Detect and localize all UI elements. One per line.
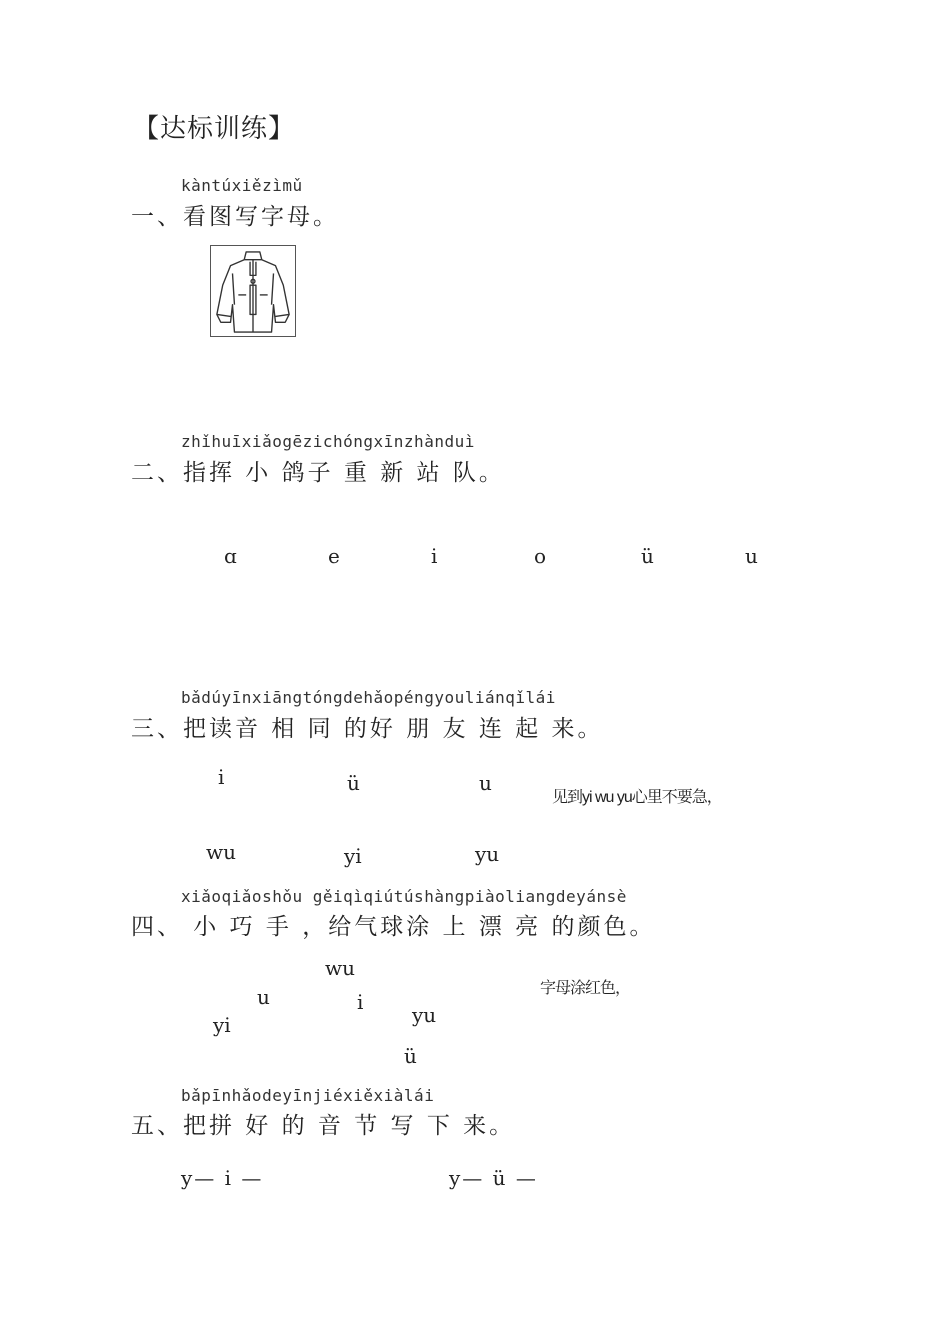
q2-heading: 二、指挥 小 鸽子 重 新 站 队。 bbox=[131, 460, 505, 486]
q5-heading: 五、把拼 好 的 音 节 写 下 来。 bbox=[131, 1113, 516, 1139]
vowel-letter: e bbox=[328, 544, 340, 568]
balloon-label: yu bbox=[412, 1003, 437, 1027]
q4-heading: 四、 小 巧 手 ，给气球涂 上 漂 亮 的颜色。 bbox=[131, 914, 656, 940]
jacket-icon bbox=[211, 246, 295, 336]
rhyme-hint: 见到yi wu yu心里不要急， bbox=[552, 789, 722, 806]
vowel-letter: ɑ bbox=[224, 544, 237, 568]
balloon-label: wu bbox=[325, 956, 355, 980]
vowel-letter: u bbox=[479, 771, 492, 795]
q1-heading: 一、看图写字母。 bbox=[131, 204, 339, 230]
vowel-letter: u bbox=[745, 544, 758, 568]
syllable-label: yi bbox=[344, 844, 362, 868]
q3-pinyin: bǎdúyīnxiāngtóngdehǎopéngyouliánqǐlái bbox=[181, 688, 556, 707]
balloon-label: u bbox=[257, 985, 270, 1009]
page-title: 【达标训练】 bbox=[133, 114, 296, 144]
q1-pinyin: kàntúxiězìmǔ bbox=[181, 176, 303, 195]
vowel-letter: o bbox=[534, 544, 547, 568]
balloon-label: yi bbox=[213, 1013, 231, 1037]
syllable-exercise: y— i — bbox=[181, 1166, 264, 1190]
jacket-picture bbox=[210, 245, 296, 337]
balloon-label: ü bbox=[404, 1044, 417, 1068]
vowel-letter: i bbox=[431, 544, 438, 568]
syllable-label: wu bbox=[206, 840, 236, 864]
vowel-letter: i bbox=[218, 765, 225, 789]
balloon-label: i bbox=[357, 990, 364, 1014]
q2-pinyin: zhǐhuīxiǎogēzichóngxīnzhànduì bbox=[181, 432, 475, 451]
vowel-letter: ü bbox=[347, 771, 360, 795]
q3-heading: 三、把读音 相 同 的好 朋 友 连 起 来。 bbox=[131, 716, 604, 742]
syllable-label: yu bbox=[475, 842, 500, 866]
q5-pinyin: bǎpīnhǎodeyīnjiéxiěxiàlái bbox=[181, 1086, 435, 1105]
q4-pinyin: xiǎoqiǎoshǒu gěiqìqiútúshàngpiàoliangdeyánsè bbox=[181, 887, 627, 906]
rhyme-hint: 字母涂红色， bbox=[540, 980, 631, 997]
syllable-exercise: y— ü — bbox=[449, 1166, 538, 1190]
vowel-letter: ü bbox=[641, 544, 654, 568]
